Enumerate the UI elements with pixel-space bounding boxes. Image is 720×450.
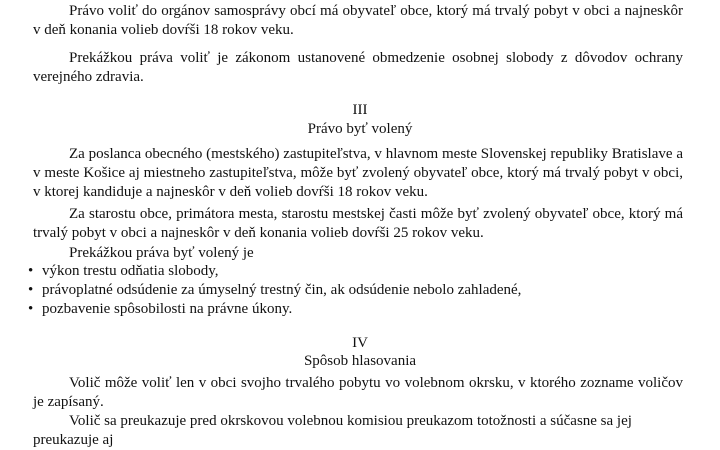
section-title-voting-method: Spôsob hlasovania (303, 353, 417, 369)
list-item (28, 281, 521, 300)
cut-off-text: Volič sa preukazuje pred okrskovou volebnou komisiou preukazom totožnosti a súčasne sa jej preukazuje aj (33, 413, 632, 448)
section-title-right-to-be-elected: Právo byť volený (307, 121, 413, 137)
list-item (28, 300, 521, 319)
paragraph-deputy-eligibility: Za poslanca obecného (mestského) zastupiteľstva, v hlavnom meste Slovenskej republiky Bratislave a v meste Košice aj miestneho zastupiteľstva, môže byť zvolený obyvateľ obce, ktorý má trvalý pobyt v obci, v ktorej kandiduje a najneskôr v deň volieb dovŕši 18 rokov veku. (33, 146, 683, 200)
bullet-icon: • (28, 263, 34, 279)
paragraph-voting-place: Volič môže voliť len v obci svojho trvalého pobytu vo volebnom okrsku, v ktorého zozname voličov je zapísaný. (33, 375, 683, 410)
list-item (28, 262, 521, 281)
section-number-iv: IV (352, 335, 368, 351)
paragraph-right-to-vote: Právo voliť do orgánov samosprávy obcí má obyvateľ obce, ktorý má trvalý pobyt v obci a najneskôr v deň konania volieb dovŕši 18 rokov veku. (33, 3, 683, 38)
paragraph-obstacles-intro: Prekážkou práva byť volený je (69, 245, 254, 261)
list-item-text: právoplatné odsúdenie za úmyselný trestný čin, ak odsúdenie nebolo zahladené, (42, 282, 522, 298)
paragraph-mayor-eligibility: Za starostu obce, primátora mesta, starostu mestskej časti môže byť zvolený obyvateľ obce, ktorý má trvalý pobyt v obci a najneskôr v deň konania volieb dovŕši 25 rokov veku. (33, 206, 683, 241)
list-item-text: výkon trestu odňatia slobody, (42, 263, 219, 279)
bullet-icon: • (28, 282, 34, 298)
list-item-text: pozbavenie spôsobilosti na právne úkony. (42, 301, 293, 317)
paragraph-vote-obstacle: Prekážkou práva voliť je zákonom ustanovené obmedzenie osobnej slobody z dôvodov ochrany verejného zdravia. (33, 50, 683, 85)
bullet-icon: • (28, 301, 34, 317)
paragraph-cut-off (33, 412, 683, 448)
section-number-iii: III (352, 102, 368, 118)
obstacles-list (28, 262, 521, 319)
